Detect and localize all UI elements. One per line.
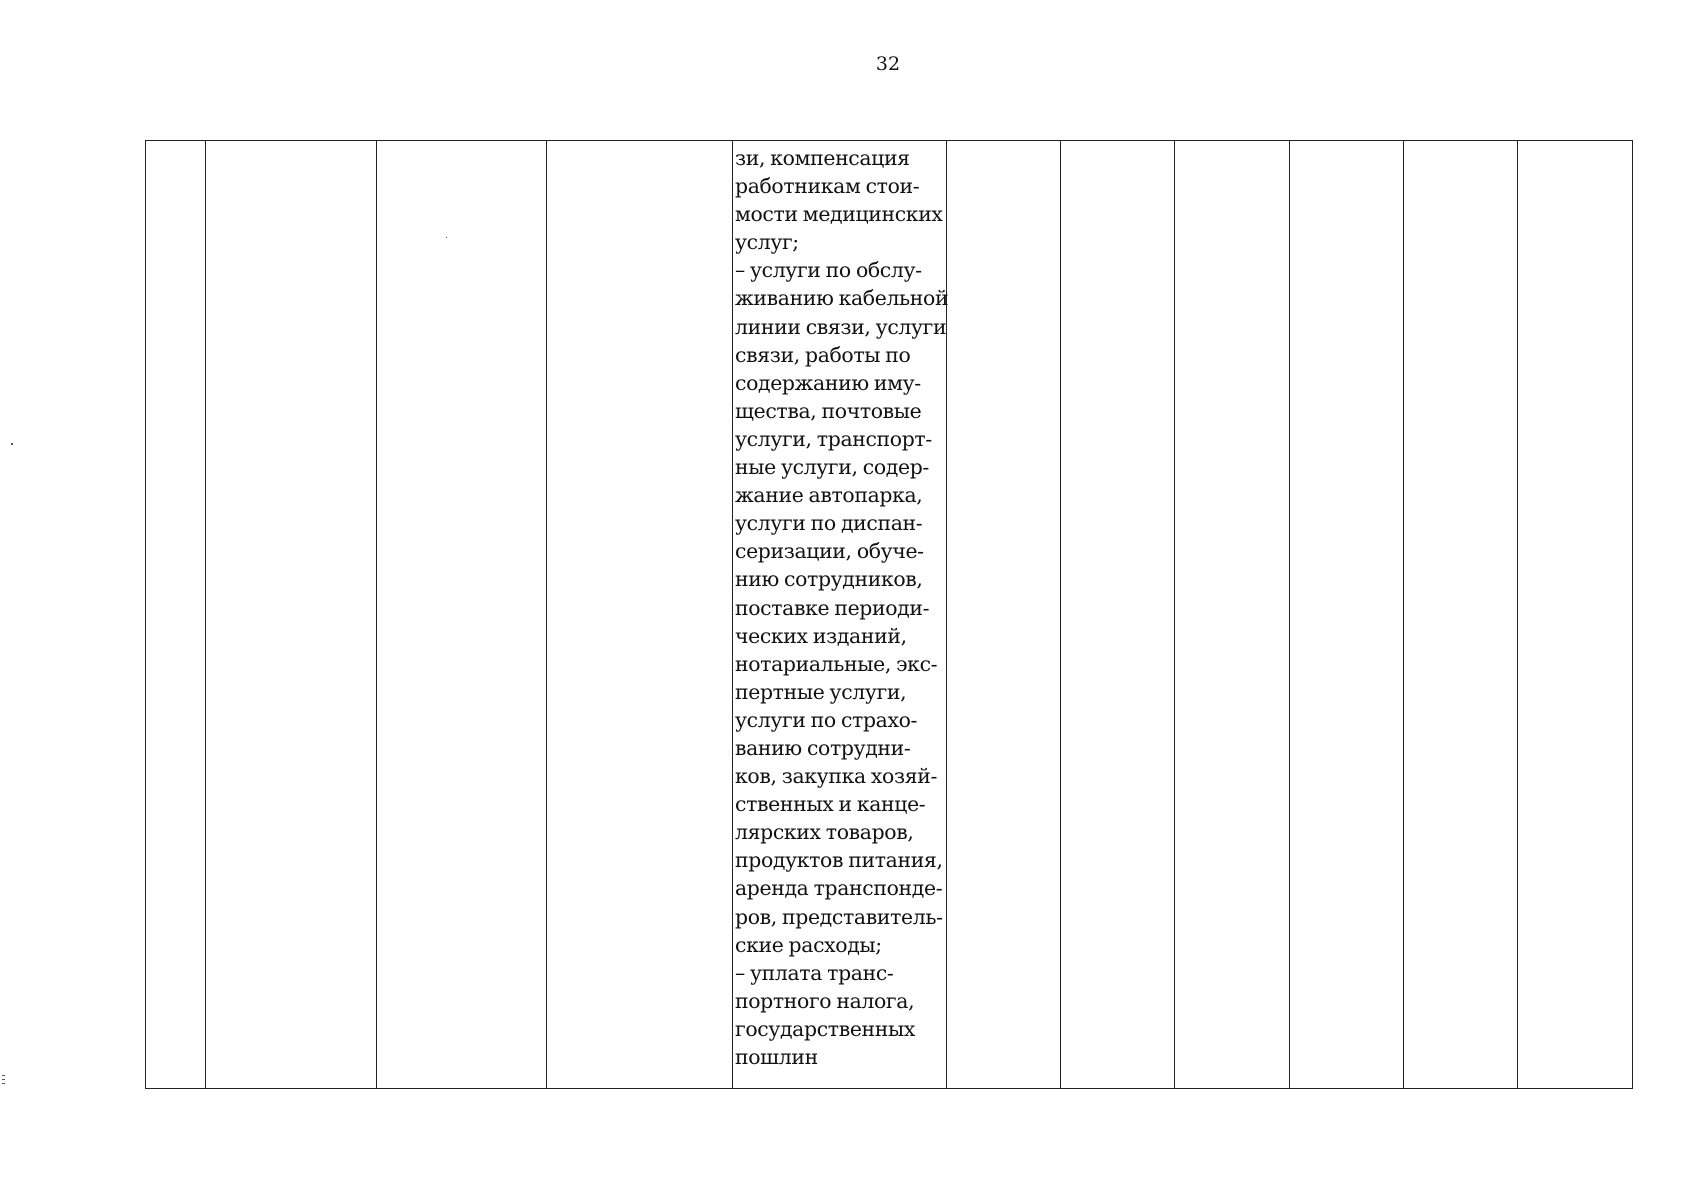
scan-artifact	[2, 1075, 5, 1076]
description-line: услуги по диспан-	[735, 511, 923, 536]
description-line: продуктов питания,	[735, 848, 943, 873]
description-line: аренда транспонде-	[735, 876, 943, 901]
description-line: связи, работы по	[735, 342, 911, 367]
table-cell-4	[547, 141, 733, 1089]
description-line: живанию кабельной	[735, 286, 949, 311]
description-line: ческих изданий,	[735, 623, 907, 648]
description-line: услуги по страхо-	[735, 707, 918, 732]
description-line: нию сотрудников,	[735, 567, 923, 592]
description-line: нотариальные, экс-	[735, 651, 938, 676]
description-line: ственных и канце-	[735, 792, 926, 817]
description-line: лярских товаров,	[735, 820, 914, 845]
description-line: жание автопарка,	[735, 483, 923, 508]
table-cell-8	[1175, 141, 1290, 1089]
description-line: работникам стои-	[735, 174, 920, 199]
description-line: портного налога,	[735, 988, 915, 1013]
description-line: государственных	[735, 1016, 916, 1041]
description-line: услуг;	[735, 230, 799, 255]
description-line: серизации, обуче-	[735, 539, 924, 564]
table-cell-9	[1290, 141, 1404, 1089]
description-line: – уплата транс-	[735, 960, 894, 985]
table-cell-10	[1404, 141, 1518, 1089]
description-line: – услуги по обслу-	[735, 258, 922, 283]
scan-artifact	[2, 1083, 5, 1084]
description-line: услуги, транспорт-	[735, 426, 932, 451]
budget-table	[145, 140, 1633, 1089]
description-line: щества, почтовые	[735, 398, 922, 423]
description-line: ские расходы;	[735, 932, 882, 957]
scan-artifact	[446, 237, 447, 238]
description-line: зи, компенсация	[735, 146, 910, 170]
page-number: 32	[875, 53, 901, 75]
scan-artifact	[2, 1079, 5, 1080]
description-line: пертные услуги,	[735, 679, 907, 704]
table-cell-6	[947, 141, 1061, 1089]
description-line: мости медицинских	[735, 202, 943, 227]
expense-description-cell	[733, 141, 947, 1089]
description-line: ные услуги, содер-	[735, 455, 929, 480]
description-line: ванию сотрудни-	[735, 735, 911, 760]
table-cell-1	[146, 141, 206, 1089]
description-line: ков, закупка хозяй-	[735, 764, 938, 789]
table-cell-7	[1061, 141, 1175, 1089]
description-line: поставке периоди-	[735, 595, 930, 620]
scan-artifact	[11, 443, 13, 445]
description-line: ров, представитель-	[735, 904, 943, 929]
description-line: пошлин	[735, 1045, 818, 1069]
expense-description-text	[735, 144, 949, 1071]
table-row	[146, 141, 1633, 1089]
table-cell-3	[377, 141, 547, 1089]
table-cell-11	[1518, 141, 1633, 1089]
description-line: содержанию иму-	[735, 370, 921, 395]
table-cell-2	[206, 141, 377, 1089]
description-line: линии связи, услуги	[735, 314, 947, 339]
